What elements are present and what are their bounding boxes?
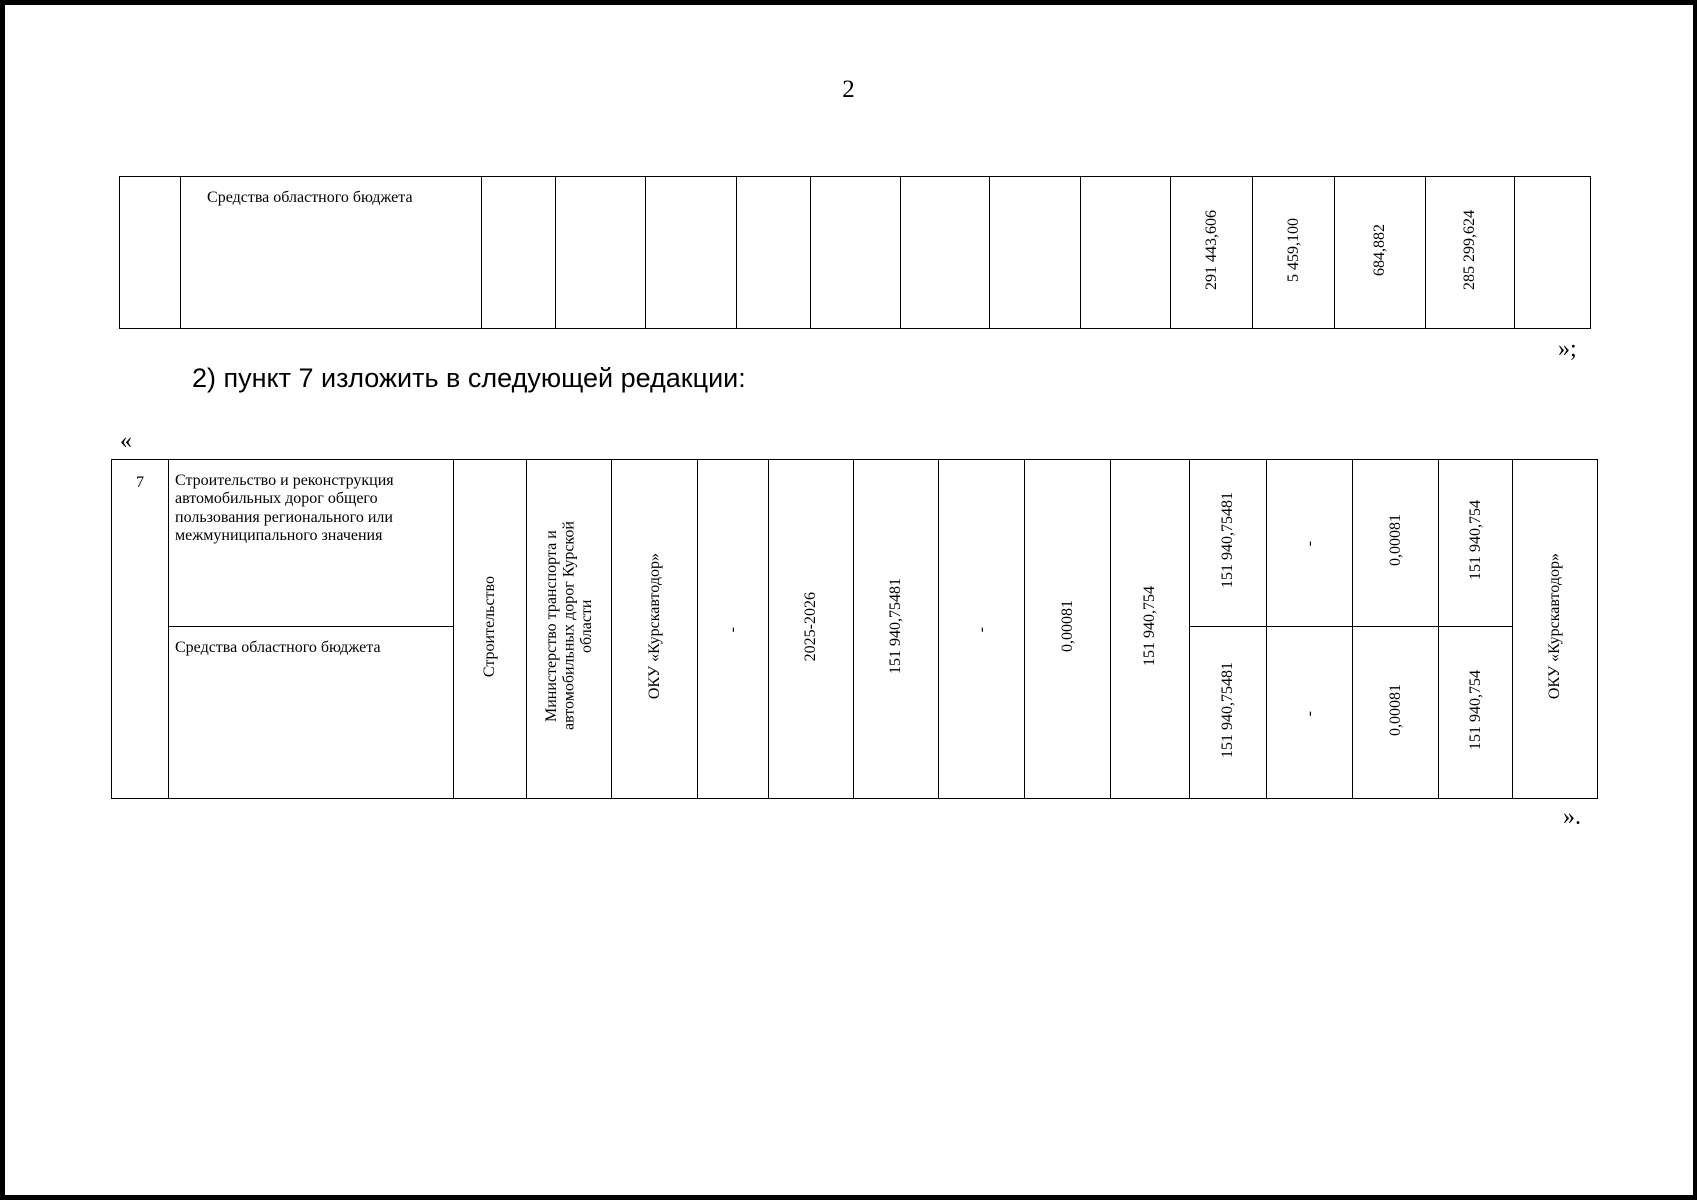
budget-row-total-cell	[1190, 627, 1267, 799]
work-type-cell	[454, 460, 527, 799]
budget-row-2024: -	[1300, 710, 1318, 717]
budget-row-2025: 0,00081	[1386, 683, 1404, 736]
budget-source-label	[181, 177, 482, 329]
year-value-3: 285 299,624	[1461, 209, 1479, 290]
budget-row-2026-cell	[1439, 627, 1513, 799]
budget-source-text: Средства областного бюджета	[207, 189, 413, 206]
estimated-cost: 151 940,75481	[887, 578, 905, 675]
recipient-cell	[1513, 460, 1598, 799]
cell-empty	[555, 177, 645, 329]
budget-row-2025-cell	[1353, 627, 1439, 799]
total-row-2025-cell	[1353, 460, 1439, 627]
amendment-heading: 2) пункт 7 изложить в следующей редакции:	[192, 363, 746, 393]
capacity: -	[724, 627, 742, 633]
opening-quote: «	[120, 428, 132, 454]
cell-total-value	[1171, 177, 1253, 329]
estimated-cost-cell	[854, 460, 939, 799]
page-number: 2	[842, 76, 855, 103]
budget-table-top	[119, 176, 1591, 329]
executor-cell	[612, 460, 698, 799]
row-number: 7	[112, 460, 169, 799]
total-value: 291 443,606	[1202, 209, 1220, 290]
cell-year-value	[1425, 177, 1514, 329]
closing-quote-2: ».	[1563, 804, 1581, 830]
budget-row-total: 151 940,75481	[1219, 661, 1237, 758]
customer-cell	[527, 460, 612, 799]
cell-empty	[811, 177, 900, 329]
object-table	[111, 459, 1598, 799]
total-row-2026-cell	[1439, 460, 1513, 627]
closing-quote-1: »;	[1558, 336, 1577, 362]
capacity-cell	[698, 460, 769, 799]
cell-empty-number	[120, 177, 181, 329]
cell-empty	[481, 177, 555, 329]
total-row-2025: 0,00081	[1386, 514, 1404, 567]
period: 2025-2026	[802, 591, 820, 661]
budget-row-2026: 151 940,754	[1466, 669, 1484, 750]
remaining-a-cell	[1025, 460, 1111, 799]
remaining-a: 0,00081	[1058, 600, 1076, 653]
cell-year-value	[1335, 177, 1425, 329]
total-row-2024-cell	[1267, 460, 1353, 627]
cell-empty	[736, 177, 811, 329]
object-name: Строительство и реконструкция автомобильных дорог общего пользования регионального или межмуниципального значения	[169, 460, 454, 627]
cell-empty	[990, 177, 1080, 329]
year-value-2: 684,882	[1371, 223, 1389, 276]
cell-empty	[1515, 177, 1591, 329]
recipient: ОКУ «Курскавтодор»	[1546, 553, 1564, 700]
period-cell	[769, 460, 854, 799]
budget-row-2024-cell	[1267, 627, 1353, 799]
budget-row-label: Средства областного бюджета	[169, 627, 454, 799]
completed-before-cell	[939, 460, 1025, 799]
total-row-total: 151 940,75481	[1219, 492, 1237, 589]
year-value-1: 5 459,100	[1284, 217, 1302, 282]
remaining-b-cell	[1111, 460, 1190, 799]
remaining-b: 151 940,754	[1141, 586, 1159, 667]
work-type: Строительство	[481, 575, 499, 677]
cell-empty	[900, 177, 989, 329]
cell-year-value	[1253, 177, 1335, 329]
executor: ОКУ «Курскавтодор»	[645, 553, 663, 700]
customer: Министерство транспорта и автомобильных дорог Курской области	[542, 521, 595, 731]
cell-empty	[646, 177, 736, 329]
total-row-2024: -	[1300, 541, 1318, 547]
completed-before: -	[972, 627, 990, 633]
total-row-total-cell	[1190, 460, 1267, 627]
total-row-2026: 151 940,754	[1466, 500, 1484, 581]
cell-empty	[1080, 177, 1170, 329]
